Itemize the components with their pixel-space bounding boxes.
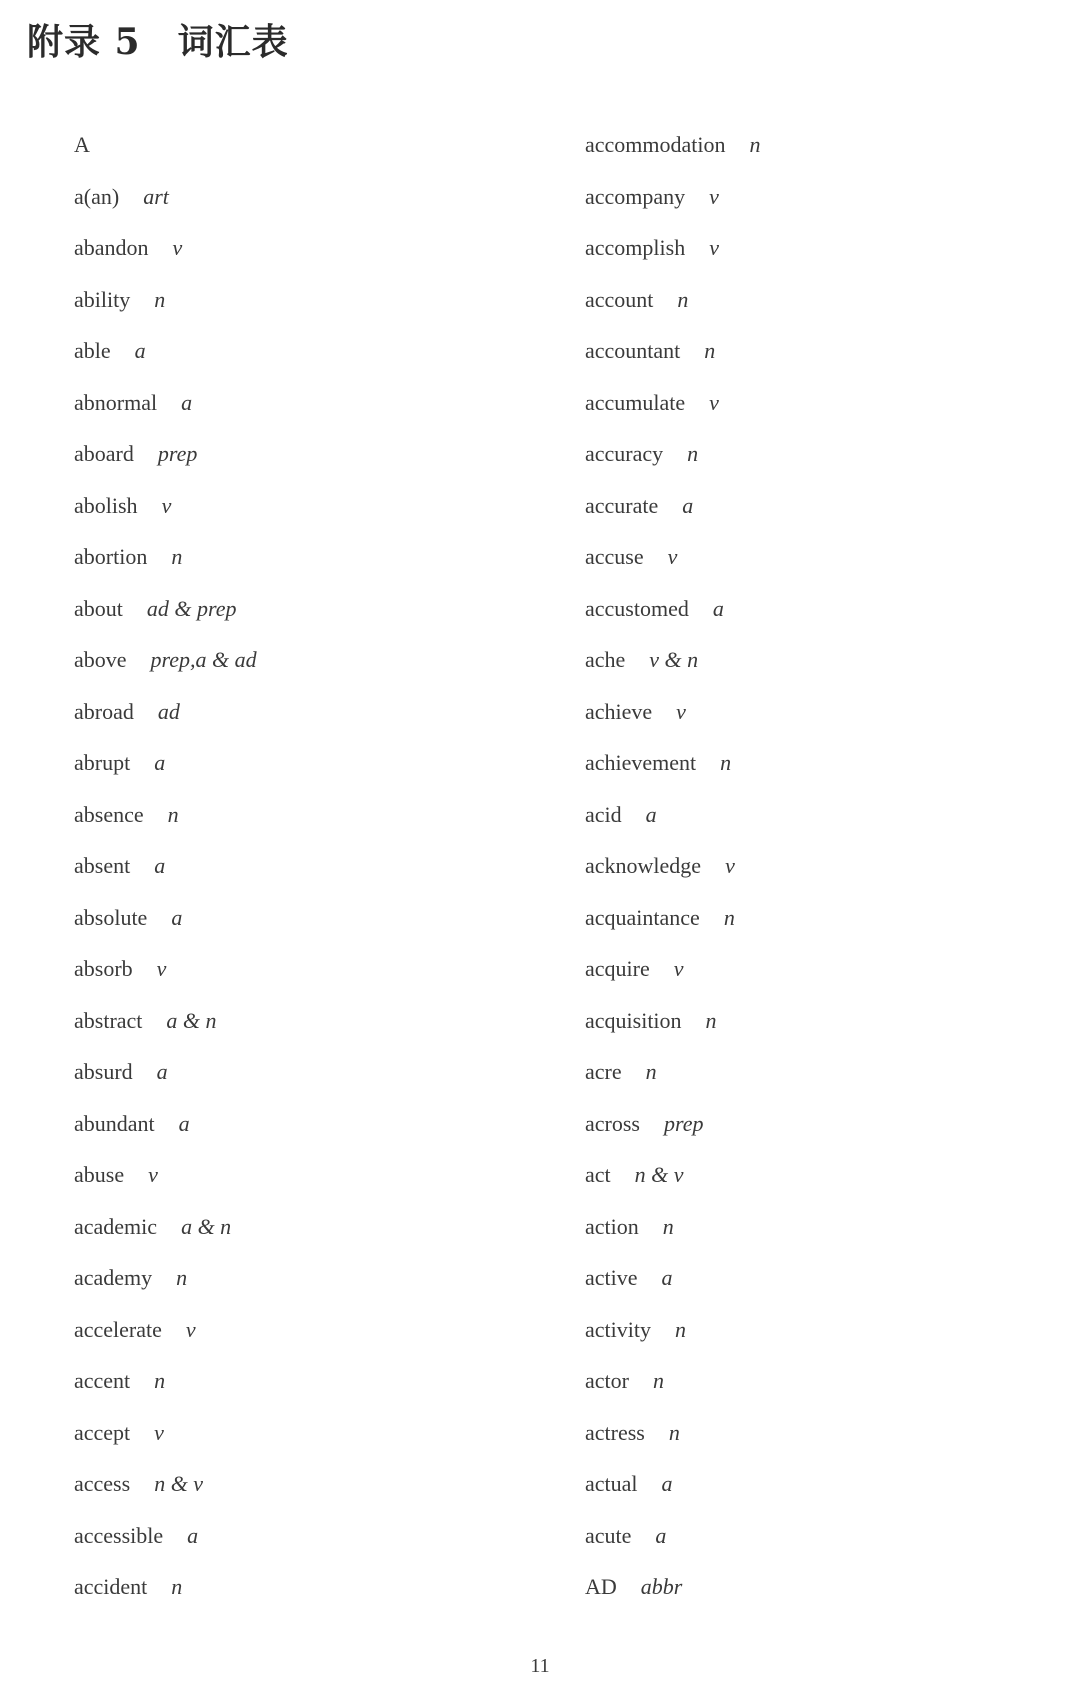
part-of-speech: n xyxy=(687,441,699,466)
vocab-word: acquaintance xyxy=(585,904,700,930)
vocab-word: acute xyxy=(585,1522,632,1548)
vocab-word: abrupt xyxy=(74,750,131,775)
vocab-entry xyxy=(585,279,761,331)
part-of-speech: ad & prep xyxy=(146,595,237,621)
vocab-word: acknowledge xyxy=(585,853,702,878)
vocab-word: accompany xyxy=(585,183,686,209)
vocab-word: abandon xyxy=(74,235,149,260)
part-of-speech: n xyxy=(677,286,689,312)
vocab-word: achieve xyxy=(585,698,653,724)
vocab-word: abortion xyxy=(74,544,148,569)
vocab-word: active xyxy=(585,1265,638,1290)
vocab-word: a(an) xyxy=(74,183,120,209)
part-of-speech: n xyxy=(652,1368,664,1393)
vocab-word: accuracy xyxy=(585,441,664,466)
vocab-entry xyxy=(74,485,257,537)
vocab-entry xyxy=(585,588,761,640)
part-of-speech: abbr xyxy=(640,1574,683,1599)
part-of-speech: v xyxy=(667,544,678,569)
vocab-word: achievement xyxy=(585,750,697,775)
vocab-entry xyxy=(585,639,761,691)
vocab-word: abnormal xyxy=(74,389,158,415)
vocab-word: A xyxy=(74,132,90,157)
part-of-speech: n xyxy=(645,1059,657,1084)
vocabulary-column-left xyxy=(74,124,257,1618)
vocab-word: acquisition xyxy=(585,1007,682,1033)
vocab-word: absurd xyxy=(74,1059,133,1084)
vocab-entry xyxy=(585,536,761,588)
vocab-entry xyxy=(585,1515,761,1567)
part-of-speech: n xyxy=(723,904,735,930)
part-of-speech: v xyxy=(161,492,172,518)
vocab-entry xyxy=(74,948,257,1000)
vocab-entry xyxy=(74,1000,257,1052)
part-of-speech: a & n xyxy=(181,1213,232,1239)
vocab-entry xyxy=(585,1103,761,1155)
part-of-speech: prep,a & ad xyxy=(150,647,257,672)
part-of-speech: v xyxy=(673,956,684,981)
part-of-speech: a xyxy=(661,1471,673,1496)
part-of-speech: ad xyxy=(157,698,180,724)
vocab-entry xyxy=(74,279,257,331)
vocab-word: accessible xyxy=(74,1522,164,1548)
vocab-word: acquire xyxy=(585,956,650,981)
part-of-speech: a xyxy=(661,1265,673,1290)
vocab-entry xyxy=(74,124,257,176)
page-title: 附录 5 词汇表 xyxy=(27,21,289,63)
vocab-entry xyxy=(74,1566,257,1618)
vocab-entry xyxy=(74,897,257,949)
part-of-speech: a xyxy=(655,1522,667,1548)
part-of-speech: n xyxy=(674,1316,686,1342)
part-of-speech: n & v xyxy=(634,1162,684,1187)
vocab-entry xyxy=(585,845,761,897)
vocab-entry xyxy=(74,227,257,279)
part-of-speech: n xyxy=(662,1213,674,1239)
part-of-speech: n xyxy=(176,1265,188,1290)
vocab-word: abuse xyxy=(74,1162,125,1187)
part-of-speech: a xyxy=(682,492,694,518)
vocab-word: actress xyxy=(585,1419,645,1445)
vocab-entry xyxy=(585,1360,761,1412)
vocab-word: actual xyxy=(585,1471,638,1496)
page-number: 11 xyxy=(530,1655,550,1677)
vocab-word: above xyxy=(74,647,127,672)
vocab-entry xyxy=(585,1051,761,1103)
vocab-word: access xyxy=(74,1471,131,1496)
vocab-entry xyxy=(585,485,761,537)
part-of-speech: n xyxy=(171,544,183,569)
vocab-word: accountant xyxy=(585,338,681,363)
vocab-word: accurate xyxy=(585,492,659,518)
vocab-entry xyxy=(74,1309,257,1361)
part-of-speech: v xyxy=(172,235,183,260)
vocab-word: accelerate xyxy=(74,1316,162,1342)
vocab-word: activity xyxy=(585,1316,651,1342)
vocab-entry xyxy=(585,433,761,485)
vocab-word: ache xyxy=(585,647,626,672)
part-of-speech: a xyxy=(154,750,166,775)
vocab-word: action xyxy=(585,1213,639,1239)
vocab-word: accent xyxy=(74,1368,131,1393)
vocab-word: about xyxy=(74,595,123,621)
vocab-entry xyxy=(74,536,257,588)
vocab-word: across xyxy=(585,1110,640,1136)
vocab-word: accomplish xyxy=(585,235,686,260)
vocab-entry xyxy=(585,382,761,434)
part-of-speech: a xyxy=(171,904,183,930)
vocab-entry xyxy=(74,330,257,382)
vocab-word: account xyxy=(585,286,654,312)
vocab-word: acid xyxy=(585,801,622,827)
vocab-entry xyxy=(74,1051,257,1103)
part-of-speech: n xyxy=(154,1368,166,1393)
vocab-entry xyxy=(585,176,761,228)
vocab-word: abroad xyxy=(74,698,134,724)
vocab-entry xyxy=(74,1412,257,1464)
vocab-entry xyxy=(585,948,761,1000)
part-of-speech: a xyxy=(156,1059,168,1084)
vocab-word: accuse xyxy=(585,544,644,569)
vocab-word: able xyxy=(74,338,111,363)
part-of-speech: n xyxy=(705,1007,717,1033)
vocab-entry xyxy=(585,794,761,846)
part-of-speech: a xyxy=(187,1522,199,1548)
vocab-entry xyxy=(74,176,257,228)
part-of-speech: n xyxy=(704,338,716,363)
vocab-entry xyxy=(585,1257,761,1309)
part-of-speech: v xyxy=(148,1162,158,1187)
vocab-word: academic xyxy=(74,1213,158,1239)
vocab-word: abolish xyxy=(74,492,138,518)
vocab-entry xyxy=(74,845,257,897)
part-of-speech: a xyxy=(178,1110,190,1136)
part-of-speech: n xyxy=(154,286,166,312)
part-of-speech: a xyxy=(181,389,193,415)
vocab-entry xyxy=(74,794,257,846)
part-of-speech: v xyxy=(156,956,167,981)
vocab-entry xyxy=(585,1309,761,1361)
vocab-entry xyxy=(585,1412,761,1464)
vocab-entry xyxy=(74,691,257,743)
vocab-word: accident xyxy=(74,1574,148,1599)
vocab-word: actor xyxy=(585,1368,629,1393)
vocab-entry xyxy=(74,1206,257,1258)
vocab-entry xyxy=(74,639,257,691)
vocab-entry xyxy=(585,1154,761,1206)
vocab-entry xyxy=(585,1463,761,1515)
part-of-speech: v xyxy=(709,389,719,415)
vocab-entry xyxy=(585,897,761,949)
vocab-word: acre xyxy=(585,1059,622,1084)
vocab-entry xyxy=(585,742,761,794)
part-of-speech: a xyxy=(154,853,166,878)
part-of-speech: v xyxy=(185,1316,196,1342)
vocab-word: accumulate xyxy=(585,389,686,415)
vocab-entry xyxy=(585,227,761,279)
vocab-word: accustomed xyxy=(585,595,689,621)
vocab-word: AD xyxy=(585,1574,617,1599)
vocab-word: absorb xyxy=(74,956,133,981)
vocab-word: abundant xyxy=(74,1110,155,1136)
vocab-word: act xyxy=(585,1162,611,1187)
part-of-speech: v xyxy=(709,183,719,209)
part-of-speech: prep xyxy=(663,1110,704,1136)
part-of-speech: n xyxy=(171,1574,183,1599)
vocab-entry xyxy=(585,1566,761,1618)
vocab-entry xyxy=(585,1206,761,1258)
vocab-word: aboard xyxy=(74,441,134,466)
vocab-entry xyxy=(74,1515,257,1567)
vocab-word: absent xyxy=(74,853,131,878)
vocab-word: absence xyxy=(74,801,144,827)
vocab-entry xyxy=(74,1154,257,1206)
part-of-speech: a xyxy=(134,338,146,363)
part-of-speech: n xyxy=(720,750,732,775)
vocab-entry xyxy=(74,588,257,640)
part-of-speech: v xyxy=(725,853,735,878)
vocab-word: ability xyxy=(74,286,131,312)
vocab-entry xyxy=(74,1463,257,1515)
part-of-speech: art xyxy=(143,183,169,209)
vocab-entry xyxy=(74,382,257,434)
part-of-speech: n xyxy=(668,1419,680,1445)
part-of-speech: n xyxy=(167,801,179,827)
part-of-speech: v xyxy=(154,1419,164,1445)
part-of-speech: v xyxy=(676,698,686,724)
vocab-word: absolute xyxy=(74,904,148,930)
vocab-word: accept xyxy=(74,1419,131,1445)
vocab-entry xyxy=(74,1360,257,1412)
part-of-speech: v xyxy=(709,235,719,260)
part-of-speech: n xyxy=(749,132,761,157)
vocab-entry xyxy=(74,1103,257,1155)
vocab-entry xyxy=(585,330,761,382)
vocab-entry xyxy=(585,1000,761,1052)
vocab-entry xyxy=(74,433,257,485)
vocabulary-column-right xyxy=(585,124,761,1618)
part-of-speech: a & n xyxy=(166,1007,217,1033)
part-of-speech: n & v xyxy=(154,1471,204,1496)
vocab-entry xyxy=(74,742,257,794)
part-of-speech: v & n xyxy=(649,647,699,672)
vocab-word: academy xyxy=(74,1265,153,1290)
vocab-word: abstract xyxy=(74,1007,143,1033)
vocab-entry xyxy=(585,691,761,743)
vocab-word: accommodation xyxy=(585,132,726,157)
part-of-speech: a xyxy=(712,595,724,621)
part-of-speech: prep xyxy=(157,441,198,466)
part-of-speech: a xyxy=(645,801,657,827)
vocab-entry xyxy=(74,1257,257,1309)
vocab-entry xyxy=(585,124,761,176)
